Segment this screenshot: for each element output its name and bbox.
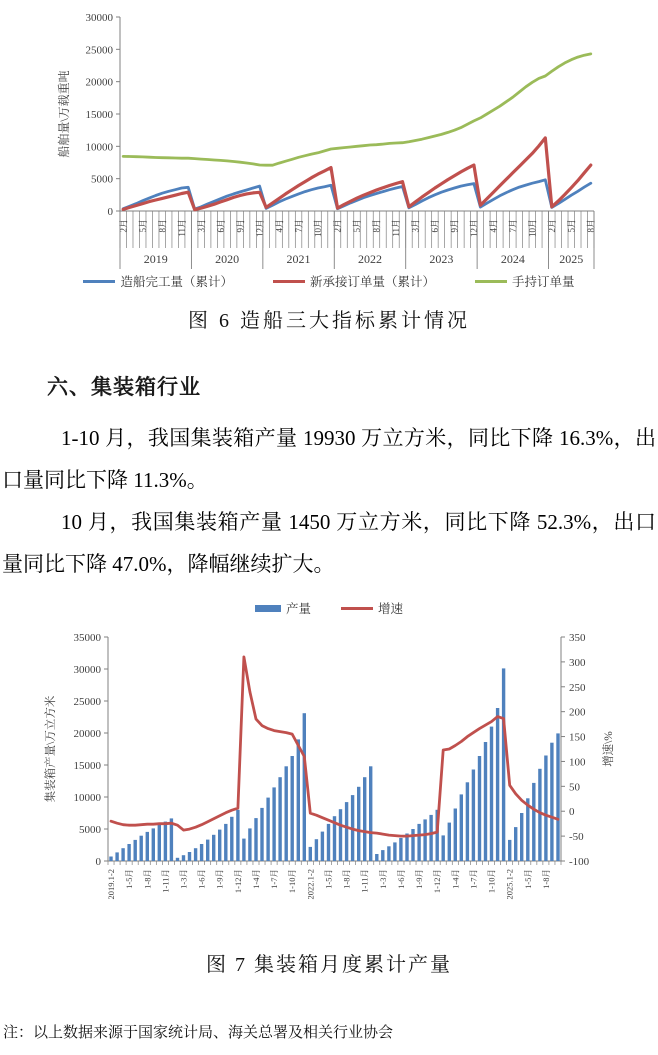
svg-text:1-3月: 1-3月 [178, 869, 189, 889]
svg-text:25000: 25000 [73, 696, 101, 708]
svg-text:9月: 9月 [235, 219, 246, 233]
svg-text:30000: 30000 [85, 12, 113, 24]
svg-text:6月: 6月 [430, 219, 441, 233]
svg-text:1-9月: 1-9月 [214, 869, 225, 889]
svg-text:250: 250 [569, 681, 586, 694]
svg-text:12月: 12月 [469, 219, 480, 238]
svg-text:1-12月: 1-12月 [232, 869, 243, 894]
svg-text:2019.1-2: 2019.1-2 [106, 869, 117, 900]
svg-text:集装箱产量\万立方米: 集装箱产量\万立方米 [45, 695, 57, 803]
svg-text:5000: 5000 [79, 824, 101, 836]
svg-text:2025: 2025 [559, 252, 584, 266]
svg-text:-50: -50 [569, 831, 584, 844]
svg-text:350: 350 [569, 632, 586, 644]
svg-text:2025.1-2: 2025.1-2 [504, 869, 515, 900]
svg-text:0: 0 [107, 206, 113, 218]
svg-text:5月: 5月 [566, 219, 577, 233]
shipbuilding-indicators-chart [38, 0, 638, 272]
svg-text:1-10月: 1-10月 [287, 869, 298, 894]
legend-item-orderbook [475, 272, 575, 290]
svg-text:1-4月: 1-4月 [450, 869, 461, 889]
svg-text:1-9月: 1-9月 [414, 869, 425, 889]
fig7-caption: 图 7 集装箱月度累计产量 [206, 954, 452, 976]
legend-label: 手持订单量 [512, 275, 575, 289]
growth-series-swatch [341, 607, 373, 610]
svg-text:船舶量\万载重吨: 船舶量\万载重吨 [57, 70, 71, 158]
svg-text:2022: 2022 [357, 252, 382, 266]
svg-text:1-10月: 1-10月 [486, 869, 497, 894]
new-orders-series-swatch [273, 280, 305, 283]
svg-text:1-8月: 1-8月 [540, 869, 551, 889]
svg-text:7月: 7月 [508, 219, 519, 233]
fig6-legend [0, 272, 658, 290]
svg-text:1-11月: 1-11月 [160, 869, 171, 893]
svg-text:100: 100 [569, 756, 586, 769]
svg-text:30000: 30000 [73, 664, 101, 676]
svg-text:-100: -100 [569, 856, 590, 868]
svg-text:8月: 8月 [585, 219, 596, 233]
legend-item-completed [83, 272, 233, 290]
svg-text:10月: 10月 [527, 219, 538, 238]
orderbook-series-swatch [475, 280, 507, 283]
svg-text:35000: 35000 [73, 632, 101, 644]
legend-label: 造船完工量（累计） [120, 275, 233, 289]
svg-text:3月: 3月 [196, 219, 207, 233]
legend-item-output [255, 599, 311, 617]
svg-text:1-6月: 1-6月 [395, 869, 406, 889]
svg-text:5月: 5月 [137, 219, 148, 233]
svg-text:增速\%: 增速\% [603, 731, 615, 767]
fig6-caption: 图 6 造船三大指标累计情况 [188, 310, 470, 332]
svg-text:8月: 8月 [371, 219, 382, 233]
svg-text:2021: 2021 [286, 252, 311, 266]
svg-text:7月: 7月 [293, 219, 304, 233]
svg-text:1-12月: 1-12月 [432, 869, 443, 894]
fig7-legend [0, 599, 658, 617]
svg-text:1-11月: 1-11月 [359, 869, 370, 893]
svg-text:1-8月: 1-8月 [142, 869, 153, 889]
paragraph-cumulative: 1-10 月，我国集装箱产量 19930 万立方米，同比下降 16.3%，出口量同比下降 11.3%。 [2, 426, 656, 492]
output-series-swatch [255, 605, 281, 612]
svg-text:2月: 2月 [546, 219, 557, 233]
svg-text:0: 0 [569, 806, 575, 819]
svg-text:2020: 2020 [215, 252, 240, 266]
svg-text:0: 0 [95, 856, 101, 868]
svg-text:150: 150 [569, 731, 586, 744]
svg-text:8月: 8月 [157, 219, 168, 233]
fig7-block [0, 599, 658, 936]
svg-text:1-6月: 1-6月 [196, 869, 207, 889]
svg-text:2月: 2月 [118, 219, 129, 233]
svg-text:1-7月: 1-7月 [269, 869, 280, 889]
svg-text:15000: 15000 [85, 109, 113, 121]
section-heading: 六、集装箱行业 [47, 376, 201, 399]
svg-text:2022.1-2: 2022.1-2 [305, 869, 316, 900]
svg-text:1-5月: 1-5月 [124, 869, 135, 889]
svg-text:3月: 3月 [410, 219, 421, 233]
svg-text:1-7月: 1-7月 [468, 869, 479, 889]
container-output-chart [38, 621, 638, 936]
svg-text:10000: 10000 [73, 792, 101, 804]
svg-text:11月: 11月 [391, 219, 402, 237]
paragraph-monthly: 10 月，我国集装箱产量 1450 万立方米，同比下降 52.3%，出口量同比下降 47.0%，降幅继续扩大。 [2, 510, 656, 576]
svg-text:11月: 11月 [176, 219, 187, 237]
svg-text:9月: 9月 [449, 219, 460, 233]
svg-text:20000: 20000 [85, 76, 113, 89]
svg-text:6月: 6月 [215, 219, 226, 233]
svg-text:1-5月: 1-5月 [323, 869, 334, 889]
legend-label: 产量 [285, 602, 311, 616]
svg-text:1-8月: 1-8月 [341, 869, 352, 889]
legend-label: 增速 [378, 602, 404, 616]
legend-label: 新承接订单量（累计） [309, 275, 435, 289]
svg-text:10月: 10月 [313, 219, 324, 238]
svg-text:4月: 4月 [274, 219, 285, 233]
svg-text:1-4月: 1-4月 [250, 869, 261, 889]
svg-text:200: 200 [569, 706, 586, 719]
svg-text:1-3月: 1-3月 [377, 869, 388, 889]
svg-text:2019: 2019 [143, 252, 168, 266]
completed-series-swatch [83, 280, 115, 283]
svg-text:10000: 10000 [85, 141, 113, 154]
svg-text:2月: 2月 [332, 219, 343, 233]
svg-text:50: 50 [569, 781, 580, 794]
legend-item-new-orders [273, 272, 435, 290]
svg-text:5000: 5000 [91, 173, 113, 186]
svg-text:20000: 20000 [73, 728, 101, 740]
svg-text:25000: 25000 [85, 44, 113, 57]
svg-text:12月: 12月 [254, 219, 265, 238]
source-note: 注：以上数据来源于国家统计局、海关总署及相关行业协会 [3, 1025, 394, 1041]
svg-text:15000: 15000 [73, 760, 101, 772]
svg-text:4月: 4月 [488, 219, 499, 233]
svg-text:2023: 2023 [429, 252, 454, 266]
svg-text:2024: 2024 [500, 252, 525, 266]
svg-text:5月: 5月 [352, 219, 363, 233]
legend-item-growth [341, 599, 403, 617]
svg-text:300: 300 [569, 656, 586, 669]
svg-text:1-5月: 1-5月 [522, 869, 533, 889]
